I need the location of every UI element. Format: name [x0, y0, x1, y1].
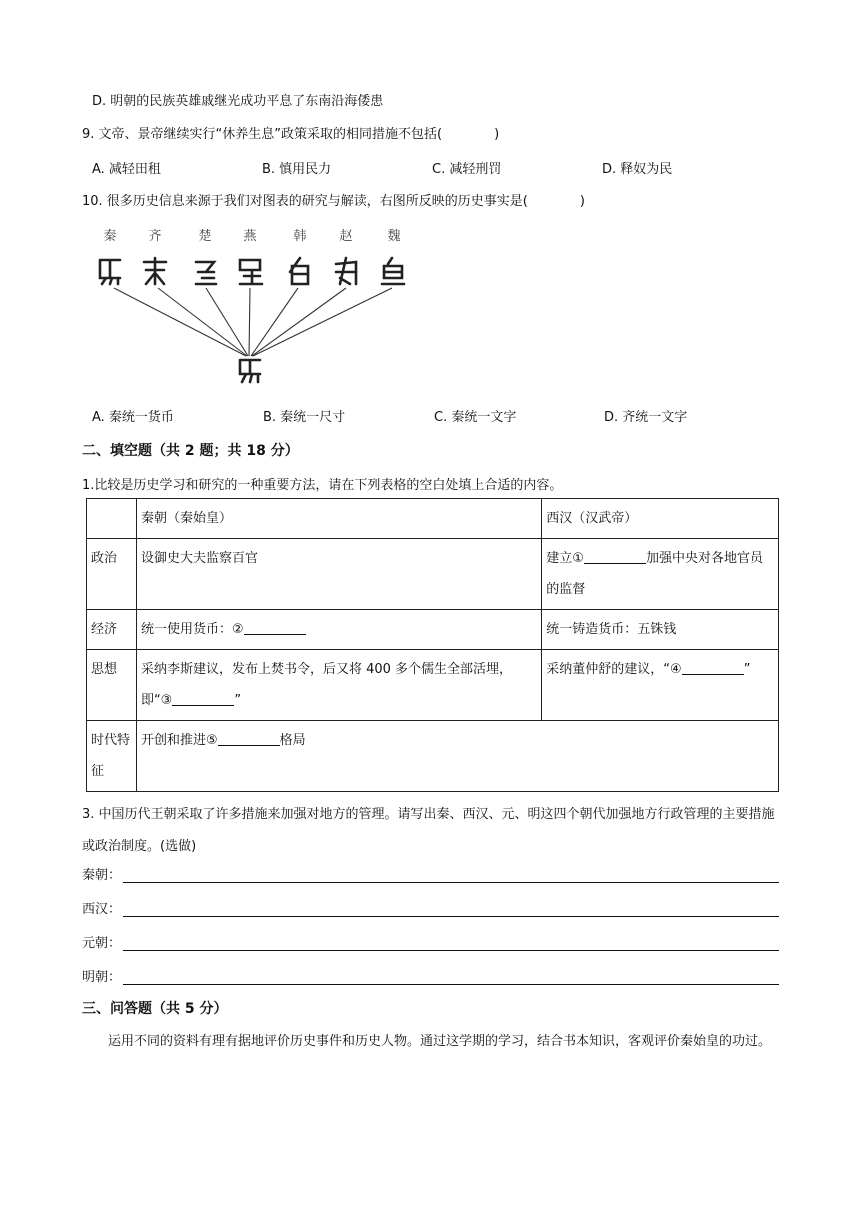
- thought-qin-text-a: 采纳李斯建议，发布上焚书令，后又将 400 多个儒生全部活埋，即“③: [140, 662, 513, 708]
- economy-qin-text: 统一使用货币：②: [140, 622, 244, 637]
- glyph-han: [290, 258, 308, 284]
- politics-han-cell: [542, 539, 779, 610]
- state-label-yan: 燕: [243, 229, 257, 244]
- era-cell: [136, 721, 778, 792]
- state-label-chu: 楚: [198, 229, 212, 244]
- answer-rule[interactable]: [123, 938, 779, 951]
- answer-label-ming: 明朝：: [82, 970, 122, 985]
- politics-qin-cell: 设御史大夫监察百官: [136, 539, 541, 610]
- glyph-wei: [382, 258, 404, 284]
- q10-option-d: D. 齐统一文字: [604, 410, 688, 425]
- glyph-zhao: [336, 258, 356, 284]
- section2-q1-stem: 1.比较是历史学习和研究的一种重要方法，请在下列表格的空白处填上合适的内容。: [82, 478, 563, 493]
- q10-option-c: C. 秦统一文字: [434, 410, 517, 425]
- table-corner-cell: [87, 499, 137, 539]
- politics-han-text-a: 建立①: [546, 551, 584, 566]
- table-header-qin: 秦朝（秦始皇）: [136, 499, 541, 539]
- comparison-table: [86, 498, 779, 792]
- answer-rule[interactable]: [123, 870, 779, 883]
- row-label-politics: 政治: [87, 539, 137, 610]
- q10-option-b: B. 秦统一尺寸: [263, 410, 346, 425]
- q9-option-c: C. 减轻刑罚: [432, 162, 502, 177]
- section2-q3-stem: 3. 中国历代王朝采取了许多措施来加强对地方的管理。请写出秦、西汉、元、明这四个朝代加强地方行政管理的主要措施或政治制度。(选做): [82, 807, 775, 854]
- table-row: [87, 721, 779, 792]
- section3-title: 三、问答题（共 5 分）: [82, 1001, 228, 1017]
- table-row: [87, 650, 779, 721]
- state-label-qin: 秦: [103, 229, 117, 244]
- thought-qin-cell: [136, 650, 541, 721]
- thought-han-cell: [542, 650, 779, 721]
- answer-line-xihan[interactable]: [82, 898, 779, 917]
- blank-3[interactable]: [172, 691, 234, 706]
- section2-title: 二、填空题（共 2 题；共 18 分）: [82, 443, 299, 459]
- q9-option-a: A. 减轻田租: [92, 162, 161, 177]
- section3-text: 运用不同的资料有理有据地评价历史事件和历史人物。通过这学期的学习，结合书本知识，客观评价秦始皇的功过。: [108, 1034, 772, 1049]
- table-row: [87, 610, 779, 650]
- table-row: [87, 499, 779, 539]
- state-label-qi: 齐: [148, 229, 162, 244]
- q10-options: [92, 406, 687, 425]
- thought-han-text-a: 采纳董仲舒的建议，“④: [546, 662, 682, 677]
- answer-label-qin: 秦朝：: [82, 868, 122, 883]
- blank-2[interactable]: [244, 620, 306, 635]
- row-label-era: 时代特征: [87, 721, 137, 792]
- thought-han-text-b: ”: [743, 662, 751, 677]
- blank-1[interactable]: [584, 549, 646, 564]
- era-text-b: 格局: [279, 733, 306, 748]
- answer-rule[interactable]: [123, 972, 779, 985]
- answer-line-yuan[interactable]: [82, 932, 779, 951]
- glyph-qin: [100, 260, 120, 284]
- answer-label-yuan: 元朝：: [82, 936, 122, 951]
- economy-han-cell: 统一铸造货币：五铢钱: [542, 610, 779, 650]
- q9-stem: 9. 文帝、景帝继续实行“休养生息”政策采取的相同措施不包括( ): [82, 127, 500, 142]
- table-row: [87, 539, 779, 610]
- table-header-han: 西汉（汉武帝）: [542, 499, 779, 539]
- glyph-yan: [240, 260, 262, 284]
- state-label-zhao: 赵: [339, 229, 353, 244]
- q10-option-a: A. 秦统一货币: [92, 410, 174, 425]
- state-label-wei: 魏: [387, 229, 401, 244]
- q8-option-d: D. 明朝的民族英雄戚继光成功平息了东南沿海倭患: [92, 94, 384, 109]
- q10-stem: 10. 很多历史信息来源于我们对图表的研究与解读，右图所反映的历史事实是( ): [82, 194, 585, 209]
- row-label-economy: 经济: [87, 610, 137, 650]
- answer-line-ming[interactable]: [82, 966, 779, 985]
- converging-lines: [114, 288, 392, 356]
- row-label-thought: 思想: [87, 650, 137, 721]
- q9-option-b: B. 慎用民力: [262, 162, 332, 177]
- blank-5[interactable]: [218, 731, 280, 746]
- script-unification-figure: [88, 222, 418, 392]
- glyph-chu: [196, 262, 216, 284]
- q9-option-d: D. 释奴为民: [602, 162, 673, 177]
- state-label-han: 韩: [293, 229, 307, 244]
- answer-line-qin[interactable]: [82, 864, 779, 883]
- glyph-unified: [240, 360, 260, 382]
- thought-qin-text-b: ”: [234, 693, 242, 708]
- answer-label-xihan: 西汉：: [82, 902, 122, 917]
- economy-qin-cell: [136, 610, 541, 650]
- era-text-a: 开创和推进⑤: [140, 733, 218, 748]
- q9-options: [92, 158, 672, 177]
- politics-han-text-b: 加强中央对各地官员的监督: [546, 551, 763, 597]
- blank-4[interactable]: [682, 660, 744, 675]
- glyph-qi: [144, 258, 166, 284]
- answer-rule[interactable]: [123, 904, 779, 917]
